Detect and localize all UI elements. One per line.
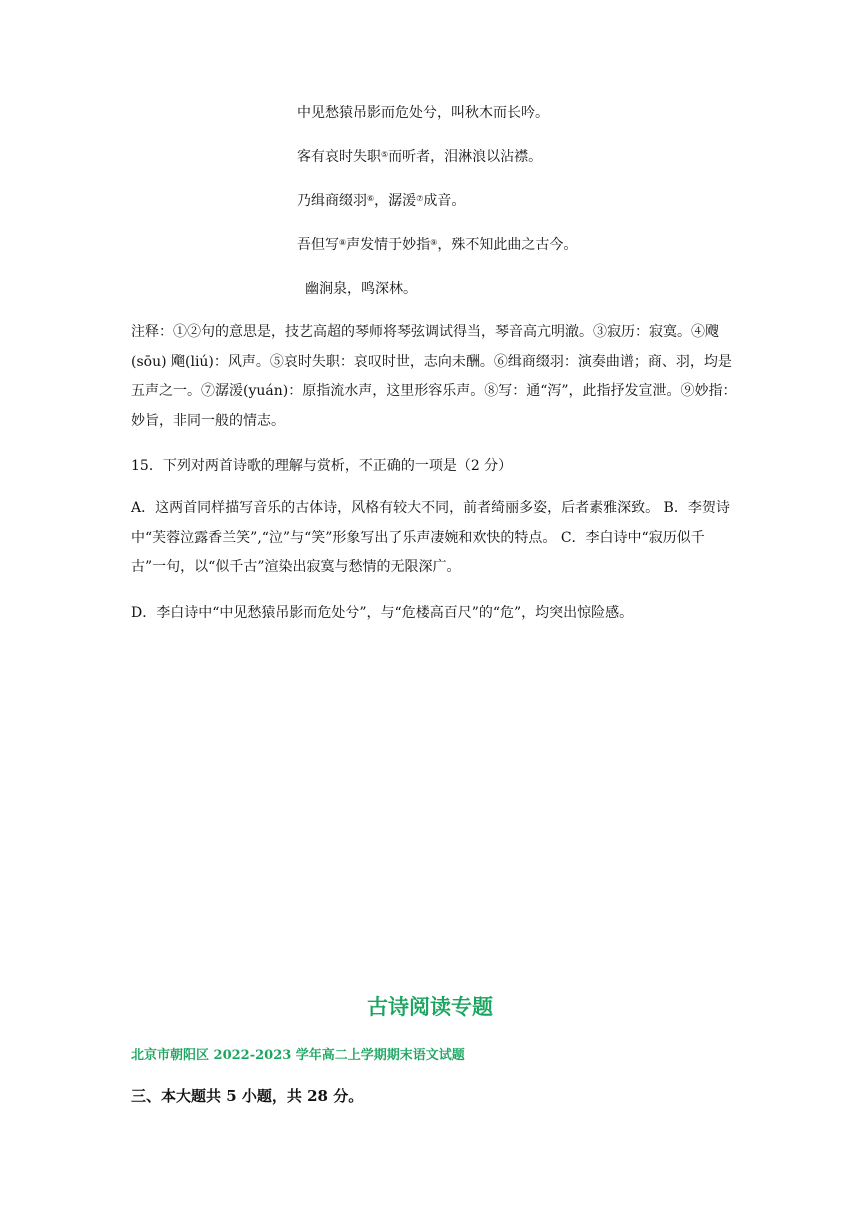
poem-line-4-part-c: ，殊不知此曲之古今。	[437, 237, 578, 253]
footnote-mark: ⑥	[367, 194, 375, 203]
poem-line-3	[297, 191, 465, 211]
exam-source: 北京市朝阳区 2022-2023 学年高二上学期期末语文试题	[131, 1048, 465, 1063]
footnote-mark: ⑨	[430, 238, 438, 247]
footnote-mark: ⑤	[381, 150, 389, 159]
poem-line-2	[297, 147, 542, 167]
poem-line-5: 幽涧泉，鸣深林。	[305, 281, 417, 297]
section-title: 古诗阅读专题	[367, 995, 493, 1019]
footnote-mark: ⑧	[339, 238, 347, 247]
poem-line-3-part-a: 乃缉商缀羽	[297, 193, 367, 209]
annotations-paragraph: 注释：①②句的意思是，技艺高超的琴师将琴弦调试得当，琴音高亢明澈。③寂历：寂寞。④飕(sōu) 飗(liú)：风声。⑤哀时失职：哀叹时世，志向未酬。⑥缉商缀羽：演奏曲谱；商、羽，均是五声之一。⑦潺湲(yuán)：原指流水声，这里形容乐声。⑧写：通“泻”，此指抒发宣泄。⑨妙指：妙旨，非同一般的情志。	[131, 324, 737, 429]
poem-line-4-part-a: 吾但写	[297, 237, 339, 253]
poem-line-1: 中见愁猿吊影而危处兮，叫秋木而长吟。	[297, 105, 549, 121]
poem-line-2-part-b: 而听者，泪淋浪以沾襟。	[388, 149, 543, 165]
poem-line-2-part-a: 客有哀时失职	[297, 149, 381, 165]
poem-line-4	[297, 235, 577, 255]
question-option-d: D．李白诗中“中见愁猿吊影而危处兮”，与“危楼高百尺”的“危”，均突出惊险感。	[131, 605, 634, 621]
question-options-abc: A．这两首同样描写音乐的古体诗，风格有较大不同，前者绮丽多姿，后者素雅深致。 B．李贺诗中“芙蓉泣露香兰笑”,“泣”与“笑”形象写出了乐声凄婉和欢快的特点。 C．李白诗中“寂历似千古”一句，以“似千古”渲染出寂寞与愁情的无限深广。	[131, 500, 730, 575]
question-stem: 15．下列对两首诗歌的理解与赏析，不正确的一项是（2 分）	[131, 458, 513, 474]
section-heading: 三、本大题共 5 小题，共 28 分。	[131, 1087, 364, 1105]
poem-line-3-part-c: 成音。	[423, 193, 466, 209]
footnote-mark: ⑦	[416, 194, 424, 203]
poem-line-3-part-b: ，潺湲	[374, 193, 417, 209]
poem-line-4-part-b: 声发情于妙指	[346, 237, 431, 253]
